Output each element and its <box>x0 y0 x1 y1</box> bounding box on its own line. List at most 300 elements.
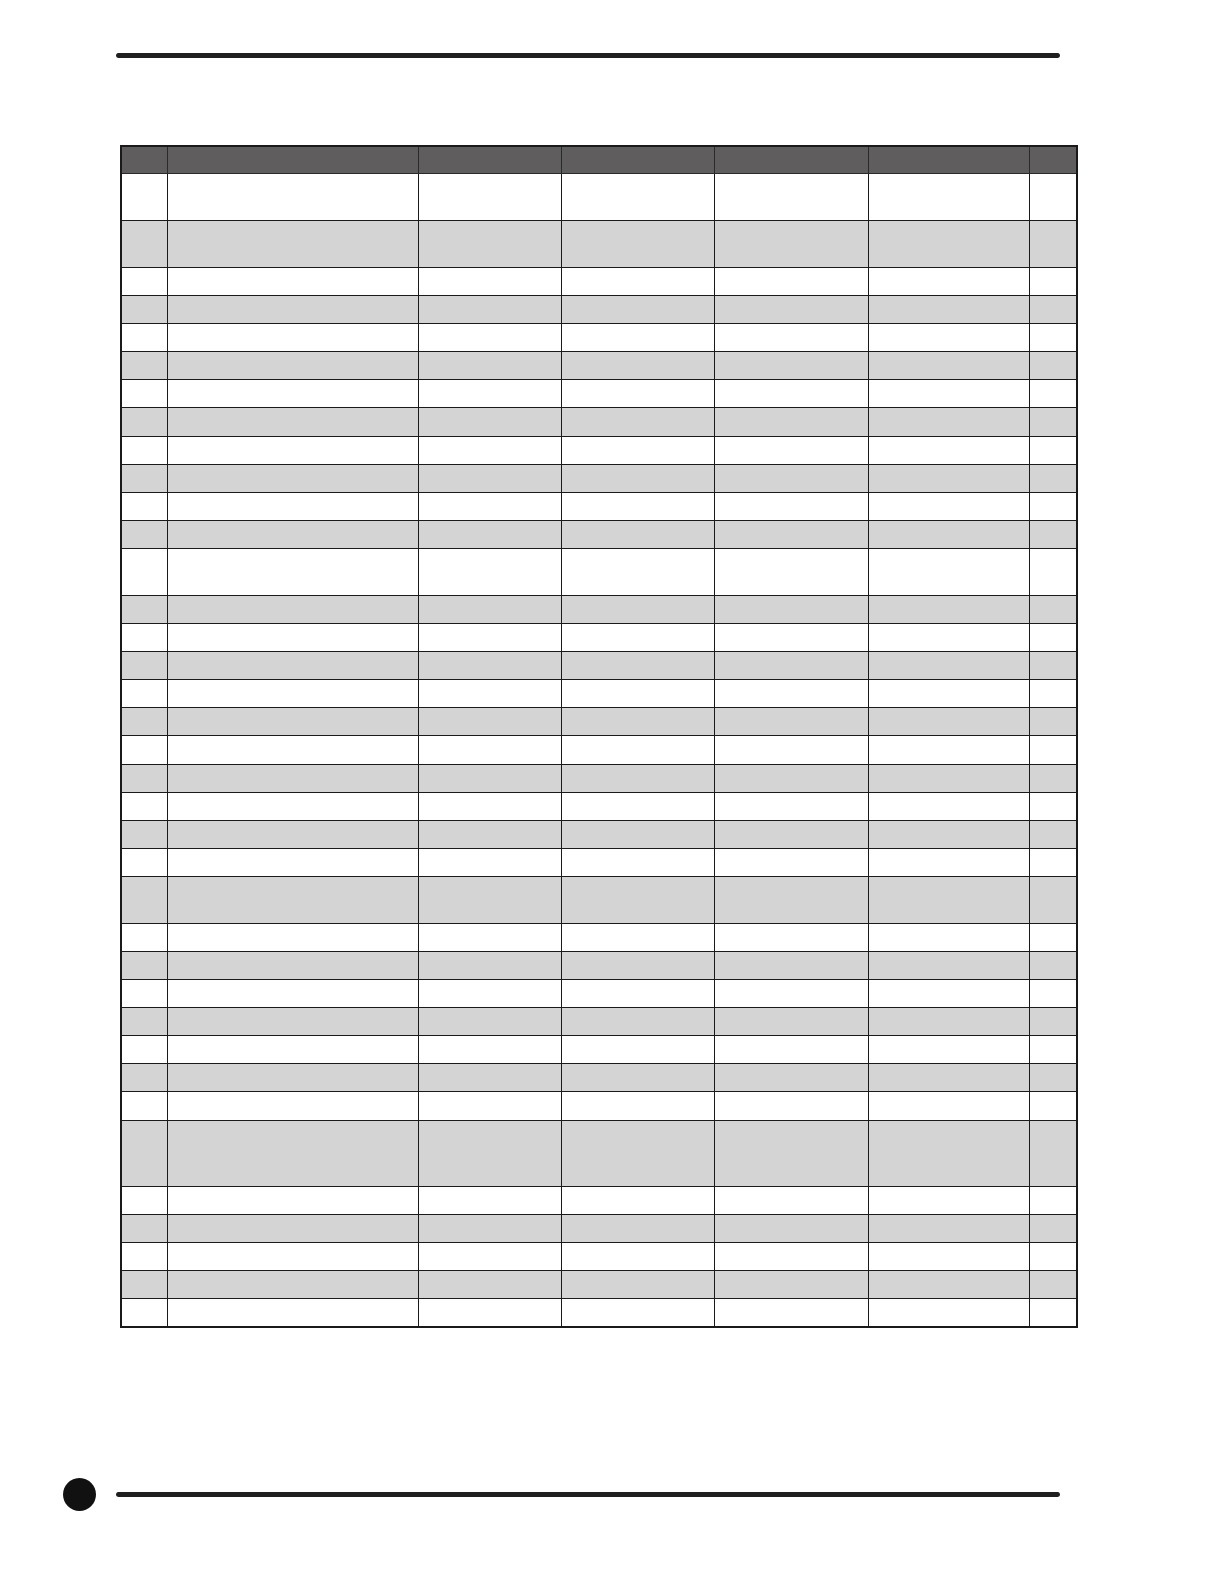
table-cell[interactable] <box>561 736 714 764</box>
table-cell[interactable] <box>714 1120 868 1186</box>
table-cell[interactable] <box>868 296 1029 324</box>
table-cell[interactable] <box>1029 764 1077 792</box>
table-cell[interactable] <box>714 296 868 324</box>
table-cell[interactable] <box>561 680 714 708</box>
table-row <box>121 1298 1077 1326</box>
table-row <box>121 296 1077 324</box>
table-cell[interactable] <box>167 492 418 520</box>
table-cell[interactable] <box>418 296 561 324</box>
table-cell[interactable] <box>167 708 418 736</box>
table-row <box>121 520 1077 548</box>
table-cell[interactable] <box>561 352 714 380</box>
table-cell[interactable] <box>121 548 167 595</box>
table-cell[interactable] <box>868 548 1029 595</box>
table-cell[interactable] <box>167 1092 418 1120</box>
table-cell[interactable] <box>418 492 561 520</box>
table-cell[interactable] <box>1029 268 1077 296</box>
table-cell[interactable] <box>561 923 714 951</box>
table-cell[interactable] <box>1029 876 1077 923</box>
table-cell[interactable] <box>561 1242 714 1270</box>
table-cell[interactable] <box>1029 1092 1077 1120</box>
table-cell[interactable] <box>121 820 167 848</box>
table-cell[interactable] <box>561 848 714 876</box>
table-cell[interactable] <box>1029 708 1077 736</box>
table-cell[interactable] <box>418 1242 561 1270</box>
table-cell[interactable] <box>561 296 714 324</box>
table-cell[interactable] <box>418 1298 561 1326</box>
table-cell[interactable] <box>868 1242 1029 1270</box>
header-cell <box>121 146 167 174</box>
table-cell[interactable] <box>868 1036 1029 1064</box>
table-cell[interactable] <box>561 1214 714 1242</box>
table-cell[interactable] <box>167 408 418 436</box>
table-row <box>121 1214 1077 1242</box>
table-cell[interactable] <box>1029 436 1077 464</box>
table-cell[interactable] <box>714 464 868 492</box>
table-cell[interactable] <box>121 980 167 1008</box>
table-cell[interactable] <box>561 951 714 979</box>
table-cell[interactable] <box>561 980 714 1008</box>
table-cell[interactable] <box>561 1298 714 1326</box>
table-cell[interactable] <box>868 520 1029 548</box>
table-cell[interactable] <box>121 464 167 492</box>
table-cell[interactable] <box>561 1092 714 1120</box>
table-cell[interactable] <box>121 1214 167 1242</box>
table-cell[interactable] <box>714 492 868 520</box>
table-cell[interactable] <box>1029 1064 1077 1092</box>
table-cell[interactable] <box>167 876 418 923</box>
table-cell[interactable] <box>714 848 868 876</box>
table-cell[interactable] <box>121 1092 167 1120</box>
table-cell[interactable] <box>418 652 561 680</box>
table-cell[interactable] <box>561 221 714 268</box>
top-rule <box>116 53 1060 58</box>
table-cell[interactable] <box>418 548 561 595</box>
table-cell[interactable] <box>167 464 418 492</box>
table-cell[interactable] <box>418 174 561 221</box>
table-cell[interactable] <box>1029 652 1077 680</box>
table-cell[interactable] <box>121 708 167 736</box>
table-cell[interactable] <box>418 1214 561 1242</box>
table-cell[interactable] <box>714 708 868 736</box>
table-cell[interactable] <box>418 764 561 792</box>
table-cell[interactable] <box>121 951 167 979</box>
table-row <box>121 708 1077 736</box>
table-cell[interactable] <box>714 736 868 764</box>
table-cell[interactable] <box>121 1186 167 1214</box>
table-cell[interactable] <box>868 923 1029 951</box>
table-cell[interactable] <box>1029 1270 1077 1298</box>
table-cell[interactable] <box>868 764 1029 792</box>
table-cell[interactable] <box>1029 464 1077 492</box>
table-cell[interactable] <box>561 820 714 848</box>
table-cell[interactable] <box>418 1064 561 1092</box>
table-row <box>121 680 1077 708</box>
table-cell[interactable] <box>418 380 561 408</box>
table-cell[interactable] <box>121 1120 167 1186</box>
table-cell[interactable] <box>1029 923 1077 951</box>
table-cell[interactable] <box>868 736 1029 764</box>
table-cell[interactable] <box>121 492 167 520</box>
table-cell[interactable] <box>1029 520 1077 548</box>
table-cell[interactable] <box>167 174 418 221</box>
table-cell[interactable] <box>167 1186 418 1214</box>
table-cell[interactable] <box>1029 848 1077 876</box>
table-cell[interactable] <box>868 1092 1029 1120</box>
table-cell[interactable] <box>1029 820 1077 848</box>
table-cell[interactable] <box>868 1064 1029 1092</box>
table-cell[interactable] <box>714 324 868 352</box>
bottom-rule <box>116 1492 1060 1497</box>
table-cell[interactable] <box>418 464 561 492</box>
table-cell[interactable] <box>121 652 167 680</box>
table-cell[interactable] <box>868 352 1029 380</box>
table-cell[interactable] <box>167 923 418 951</box>
table-cell[interactable] <box>561 268 714 296</box>
page-marker-dot <box>63 1478 96 1511</box>
table-cell[interactable] <box>714 1186 868 1214</box>
table-cell[interactable] <box>121 296 167 324</box>
table-cell[interactable] <box>868 1298 1029 1326</box>
table-cell[interactable] <box>121 268 167 296</box>
table-row <box>121 736 1077 764</box>
table-cell[interactable] <box>1029 736 1077 764</box>
table-cell[interactable] <box>418 268 561 296</box>
table-cell[interactable] <box>121 1036 167 1064</box>
table-cell[interactable] <box>121 792 167 820</box>
table-row <box>121 624 1077 652</box>
table-cell[interactable] <box>561 174 714 221</box>
table-row <box>121 1186 1077 1214</box>
table-cell[interactable] <box>714 1242 868 1270</box>
table-cell[interactable] <box>1029 1036 1077 1064</box>
table-cell[interactable] <box>561 792 714 820</box>
header-cell <box>561 146 714 174</box>
table-cell[interactable] <box>418 792 561 820</box>
table-cell[interactable] <box>1029 296 1077 324</box>
table-cell[interactable] <box>714 380 868 408</box>
table-cell[interactable] <box>868 492 1029 520</box>
table-cell[interactable] <box>121 1008 167 1036</box>
table-cell[interactable] <box>561 324 714 352</box>
table-cell[interactable] <box>561 624 714 652</box>
table-cell[interactable] <box>418 876 561 923</box>
table-cell[interactable] <box>561 436 714 464</box>
table-cell[interactable] <box>418 1120 561 1186</box>
header-cell <box>714 146 868 174</box>
table-cell[interactable] <box>418 848 561 876</box>
table-cell[interactable] <box>868 595 1029 623</box>
table-cell[interactable] <box>1029 1186 1077 1214</box>
table-cell[interactable] <box>868 792 1029 820</box>
table-row <box>121 652 1077 680</box>
table-cell[interactable] <box>121 764 167 792</box>
table-cell[interactable] <box>561 1186 714 1214</box>
table-cell[interactable] <box>868 652 1029 680</box>
table-cell[interactable] <box>714 980 868 1008</box>
table-cell[interactable] <box>561 380 714 408</box>
table-cell[interactable] <box>418 820 561 848</box>
table-row <box>121 174 1077 221</box>
table-cell[interactable] <box>121 848 167 876</box>
table-cell[interactable] <box>714 268 868 296</box>
table-cell[interactable] <box>714 1008 868 1036</box>
table-cell[interactable] <box>714 1064 868 1092</box>
table-cell[interactable] <box>714 352 868 380</box>
table-cell[interactable] <box>418 520 561 548</box>
table-cell[interactable] <box>121 876 167 923</box>
table-cell[interactable] <box>868 951 1029 979</box>
form-table-container <box>120 145 1076 1328</box>
table-cell[interactable] <box>714 876 868 923</box>
table-row <box>121 1064 1077 1092</box>
table-cell[interactable] <box>167 548 418 595</box>
table-cell[interactable] <box>418 736 561 764</box>
table-row <box>121 1242 1077 1270</box>
table-cell[interactable] <box>418 352 561 380</box>
table-cell[interactable] <box>714 408 868 436</box>
table-cell[interactable] <box>167 820 418 848</box>
table-cell[interactable] <box>714 595 868 623</box>
table-cell[interactable] <box>167 296 418 324</box>
table-cell[interactable] <box>714 764 868 792</box>
table-cell[interactable] <box>167 792 418 820</box>
table-cell[interactable] <box>121 1242 167 1270</box>
table-cell[interactable] <box>561 548 714 595</box>
table-cell[interactable] <box>418 221 561 268</box>
table-cell[interactable] <box>167 1214 418 1242</box>
table-cell[interactable] <box>714 820 868 848</box>
table-cell[interactable] <box>561 520 714 548</box>
table-cell[interactable] <box>1029 1242 1077 1270</box>
table-cell[interactable] <box>868 980 1029 1008</box>
table-cell[interactable] <box>868 876 1029 923</box>
table-cell[interactable] <box>121 1064 167 1092</box>
table-cell[interactable] <box>167 221 418 268</box>
table-cell[interactable] <box>1029 221 1077 268</box>
table-cell[interactable] <box>868 324 1029 352</box>
table-cell[interactable] <box>121 380 167 408</box>
table-cell[interactable] <box>121 624 167 652</box>
table-cell[interactable] <box>868 408 1029 436</box>
table-cell[interactable] <box>167 1064 418 1092</box>
table-cell[interactable] <box>121 174 167 221</box>
table-cell[interactable] <box>167 1120 418 1186</box>
table-cell[interactable] <box>167 520 418 548</box>
table-cell[interactable] <box>418 1092 561 1120</box>
table-row <box>121 792 1077 820</box>
table-cell[interactable] <box>121 595 167 623</box>
table-cell[interactable] <box>1029 980 1077 1008</box>
table-cell[interactable] <box>121 1298 167 1326</box>
table-cell[interactable] <box>1029 1120 1077 1186</box>
table-cell[interactable] <box>714 1214 868 1242</box>
table-cell[interactable] <box>561 595 714 623</box>
table-cell[interactable] <box>561 1270 714 1298</box>
table-cell[interactable] <box>868 680 1029 708</box>
table-cell[interactable] <box>167 324 418 352</box>
table-cell[interactable] <box>868 380 1029 408</box>
table-cell[interactable] <box>561 1064 714 1092</box>
table-cell[interactable] <box>714 520 868 548</box>
table-cell[interactable] <box>868 1214 1029 1242</box>
table-row <box>121 1008 1077 1036</box>
table-cell[interactable] <box>868 1008 1029 1036</box>
table-cell[interactable] <box>1029 408 1077 436</box>
table-cell[interactable] <box>167 1270 418 1298</box>
table-cell[interactable] <box>561 708 714 736</box>
table-cell[interactable] <box>561 1008 714 1036</box>
table-cell[interactable] <box>121 520 167 548</box>
table-cell[interactable] <box>418 1008 561 1036</box>
table-cell[interactable] <box>418 324 561 352</box>
table-cell[interactable] <box>561 492 714 520</box>
table-cell[interactable] <box>714 1036 868 1064</box>
table-cell[interactable] <box>167 680 418 708</box>
table-cell[interactable] <box>1029 174 1077 221</box>
table-row <box>121 595 1077 623</box>
table-cell[interactable] <box>418 436 561 464</box>
table-cell[interactable] <box>714 680 868 708</box>
table-cell[interactable] <box>418 1186 561 1214</box>
table-cell[interactable] <box>418 980 561 1008</box>
table-row <box>121 268 1077 296</box>
table-cell[interactable] <box>1029 352 1077 380</box>
table-row <box>121 380 1077 408</box>
table-cell[interactable] <box>714 652 868 680</box>
table-cell[interactable] <box>868 221 1029 268</box>
table-cell[interactable] <box>121 736 167 764</box>
table-cell[interactable] <box>167 380 418 408</box>
table-cell[interactable] <box>167 1008 418 1036</box>
table-cell[interactable] <box>1029 324 1077 352</box>
table-cell[interactable] <box>868 820 1029 848</box>
table-cell[interactable] <box>714 1298 868 1326</box>
table-cell[interactable] <box>561 652 714 680</box>
table-cell[interactable] <box>418 408 561 436</box>
table-cell[interactable] <box>561 1120 714 1186</box>
table-cell[interactable] <box>1029 1298 1077 1326</box>
table-cell[interactable] <box>714 174 868 221</box>
table-cell[interactable] <box>121 436 167 464</box>
table-cell[interactable] <box>1029 492 1077 520</box>
table-cell[interactable] <box>418 708 561 736</box>
table-cell[interactable] <box>1029 548 1077 595</box>
table-cell[interactable] <box>714 1270 868 1298</box>
table-cell[interactable] <box>167 736 418 764</box>
table-cell[interactable] <box>561 876 714 923</box>
table-cell[interactable] <box>418 923 561 951</box>
table-cell[interactable] <box>167 1298 418 1326</box>
table-cell[interactable] <box>1029 792 1077 820</box>
table-cell[interactable] <box>561 408 714 436</box>
table-cell[interactable] <box>561 464 714 492</box>
table-cell[interactable] <box>714 951 868 979</box>
table-cell[interactable] <box>868 848 1029 876</box>
form-table <box>120 145 1078 1328</box>
table-row <box>121 980 1077 1008</box>
table-cell[interactable] <box>121 221 167 268</box>
table-cell[interactable] <box>714 436 868 464</box>
table-cell[interactable] <box>714 548 868 595</box>
table-cell[interactable] <box>868 708 1029 736</box>
table-cell[interactable] <box>418 595 561 623</box>
table-cell[interactable] <box>167 764 418 792</box>
header-cell <box>868 146 1029 174</box>
table-cell[interactable] <box>167 436 418 464</box>
table-row <box>121 1270 1077 1298</box>
table-cell[interactable] <box>1029 680 1077 708</box>
table-cell[interactable] <box>1029 595 1077 623</box>
table-cell[interactable] <box>714 221 868 268</box>
table-cell[interactable] <box>1029 1214 1077 1242</box>
table-cell[interactable] <box>121 923 167 951</box>
table-cell[interactable] <box>1029 1008 1077 1036</box>
table-cell[interactable] <box>121 1270 167 1298</box>
table-cell[interactable] <box>714 923 868 951</box>
table-cell[interactable] <box>167 595 418 623</box>
table-cell[interactable] <box>418 1270 561 1298</box>
table-body <box>121 174 1077 1327</box>
table-cell[interactable] <box>167 1036 418 1064</box>
table-row <box>121 951 1077 979</box>
header-cell <box>1029 146 1077 174</box>
table-cell[interactable] <box>714 792 868 820</box>
table-cell[interactable] <box>167 652 418 680</box>
table-cell[interactable] <box>167 624 418 652</box>
table-cell[interactable] <box>1029 951 1077 979</box>
table-cell[interactable] <box>868 174 1029 221</box>
table-cell[interactable] <box>561 764 714 792</box>
table-cell[interactable] <box>868 436 1029 464</box>
table-row <box>121 464 1077 492</box>
table-cell[interactable] <box>121 352 167 380</box>
table-row <box>121 221 1077 268</box>
table-cell[interactable] <box>121 324 167 352</box>
table-cell[interactable] <box>418 951 561 979</box>
table-cell[interactable] <box>868 1270 1029 1298</box>
table-cell[interactable] <box>561 1036 714 1064</box>
table-cell[interactable] <box>868 1120 1029 1186</box>
table-row <box>121 352 1077 380</box>
table-cell[interactable] <box>167 1242 418 1270</box>
table-cell[interactable] <box>418 624 561 652</box>
table-cell[interactable] <box>1029 380 1077 408</box>
table-cell[interactable] <box>167 268 418 296</box>
table-row <box>121 548 1077 595</box>
table-row <box>121 923 1077 951</box>
table-cell[interactable] <box>167 980 418 1008</box>
table-cell[interactable] <box>167 951 418 979</box>
table-cell[interactable] <box>1029 624 1077 652</box>
table-cell[interactable] <box>121 680 167 708</box>
table-cell[interactable] <box>167 352 418 380</box>
table-row <box>121 1092 1077 1120</box>
table-cell[interactable] <box>418 680 561 708</box>
table-row <box>121 324 1077 352</box>
table-cell[interactable] <box>868 1186 1029 1214</box>
table-row <box>121 1120 1077 1186</box>
table-cell[interactable] <box>714 624 868 652</box>
table-cell[interactable] <box>714 1092 868 1120</box>
table-cell[interactable] <box>868 464 1029 492</box>
table-cell[interactable] <box>868 268 1029 296</box>
table-cell[interactable] <box>167 848 418 876</box>
table-cell[interactable] <box>418 1036 561 1064</box>
header-cell <box>167 146 418 174</box>
table-cell[interactable] <box>121 408 167 436</box>
table-cell[interactable] <box>868 624 1029 652</box>
